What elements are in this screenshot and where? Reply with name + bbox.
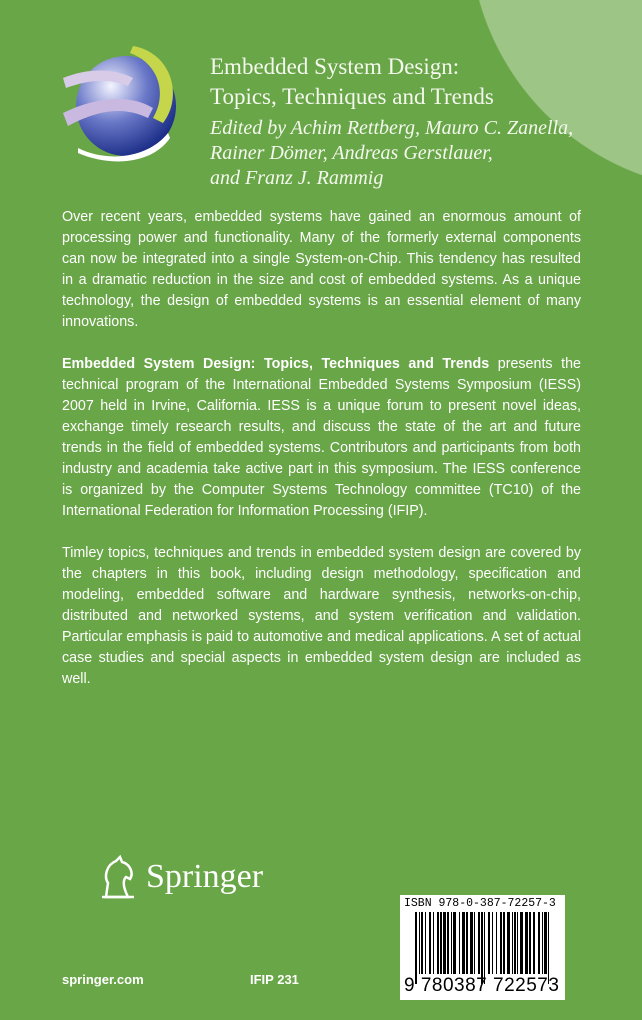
barcode-bar: [478, 912, 480, 974]
barcode-bar: [533, 912, 535, 974]
isbn-label: ISBN 978-0-387-72257-3: [404, 897, 556, 910]
website: springer.com: [62, 972, 144, 987]
title-line: Embedded System Design:: [210, 54, 460, 79]
editors: [210, 116, 573, 191]
barcode-bar: [462, 912, 465, 974]
series-number: IFIP 231: [250, 972, 299, 987]
barcode-bar: [440, 912, 442, 974]
barcode-digits: 9 780387 722573: [404, 975, 560, 996]
editors-line: Rainer Dömer, Andreas Gerstlauer,: [210, 142, 493, 164]
barcode-bar: [492, 912, 493, 974]
barcode-bar: [538, 912, 540, 974]
barcode-bar: [419, 912, 420, 974]
barcode-bar: [459, 912, 460, 974]
barcode-bar: [548, 912, 549, 984]
book-title: [210, 52, 494, 112]
description: [62, 207, 581, 711]
editors-line: Edited by Achim Rettberg, Mauro C. Zanella,: [210, 117, 574, 139]
paragraph-3: Timley topics, techniques and trends in embedded system design are covered by the chapters in this book, including design methodology, specification and modeling, embedded software and hardware synthesis, networks-on-chip, distributed and networked systems, and system verification and validation. Particular emphasis is paid to automotive and medical applications. A set of actual case studies and special aspects in embedded system design are included as well.: [62, 545, 581, 687]
barcode-bar: [470, 912, 473, 974]
editors-line: and Franz J. Rammig: [210, 167, 384, 189]
barcode-bar: [542, 912, 543, 974]
barcode-bar: [453, 912, 456, 974]
springer-horse-icon: [98, 855, 138, 899]
barcode-bar: [507, 912, 510, 974]
barcode-bar: [443, 912, 446, 974]
barcode-bar: [437, 912, 439, 974]
barcode-bar: [415, 912, 417, 984]
book-title-inline: Embedded System Design: Topics, Techniques and Trends: [62, 356, 490, 372]
barcode-bar: [466, 912, 468, 974]
barcode-bar: [481, 912, 483, 984]
title-line: Topics, Techniques and Trends: [210, 84, 494, 109]
barcode-bar: [525, 912, 528, 974]
paragraph-2-text: presents the technical program of the International Embedded Systems Symposium (IESS) 2007 held in Irvine, California. IESS is a unique forum to present novel ideas, exchange timely research results, and discuss the state of the art and future trends in the field of embedded systems. Contributors and participants from both industry and academia take active part in this symposium. The IESS conference is organized by the Computer Systems Technology committee (TC10) of the International Federation for Information Processing (IFIP).: [62, 356, 581, 519]
barcode-bar: [488, 912, 490, 974]
barcode-bar: [433, 912, 434, 974]
barcode-bars: [415, 912, 555, 984]
barcode-bar: [429, 912, 431, 974]
barcode-bar: [517, 912, 518, 974]
barcode-bar: [451, 912, 452, 974]
barcode-bar: [474, 912, 475, 974]
barcode-bar: [447, 912, 449, 974]
barcode-bar: [512, 912, 513, 974]
isbn-barcode: [400, 895, 565, 1000]
paragraph-2: [62, 354, 581, 522]
barcode-bar: [496, 912, 497, 974]
barcode-bar: [529, 912, 531, 974]
paragraph-1: Over recent years, embedded systems have gained an enormous amount of processing power and functionality. Many of the formerly external components can now be integrated into a single System-on-Chip. This tendency has resulted in a dramatic reduction in the size and cost of embedded systems. As a unique technology, the design of embedded systems is an essential element of many innovations.: [62, 209, 581, 330]
barcode-bar: [544, 912, 547, 974]
publisher-logo: [98, 855, 263, 899]
barcode-bar: [425, 912, 426, 974]
series-globe-logo: [58, 38, 188, 168]
barcode-bar: [514, 912, 516, 974]
barcode-bar: [520, 912, 523, 974]
publisher-name: Springer: [146, 858, 264, 895]
barcode-bar: [421, 912, 423, 974]
barcode-bar: [503, 912, 505, 974]
barcode-bar: [500, 912, 502, 974]
barcode-bar: [484, 912, 485, 984]
